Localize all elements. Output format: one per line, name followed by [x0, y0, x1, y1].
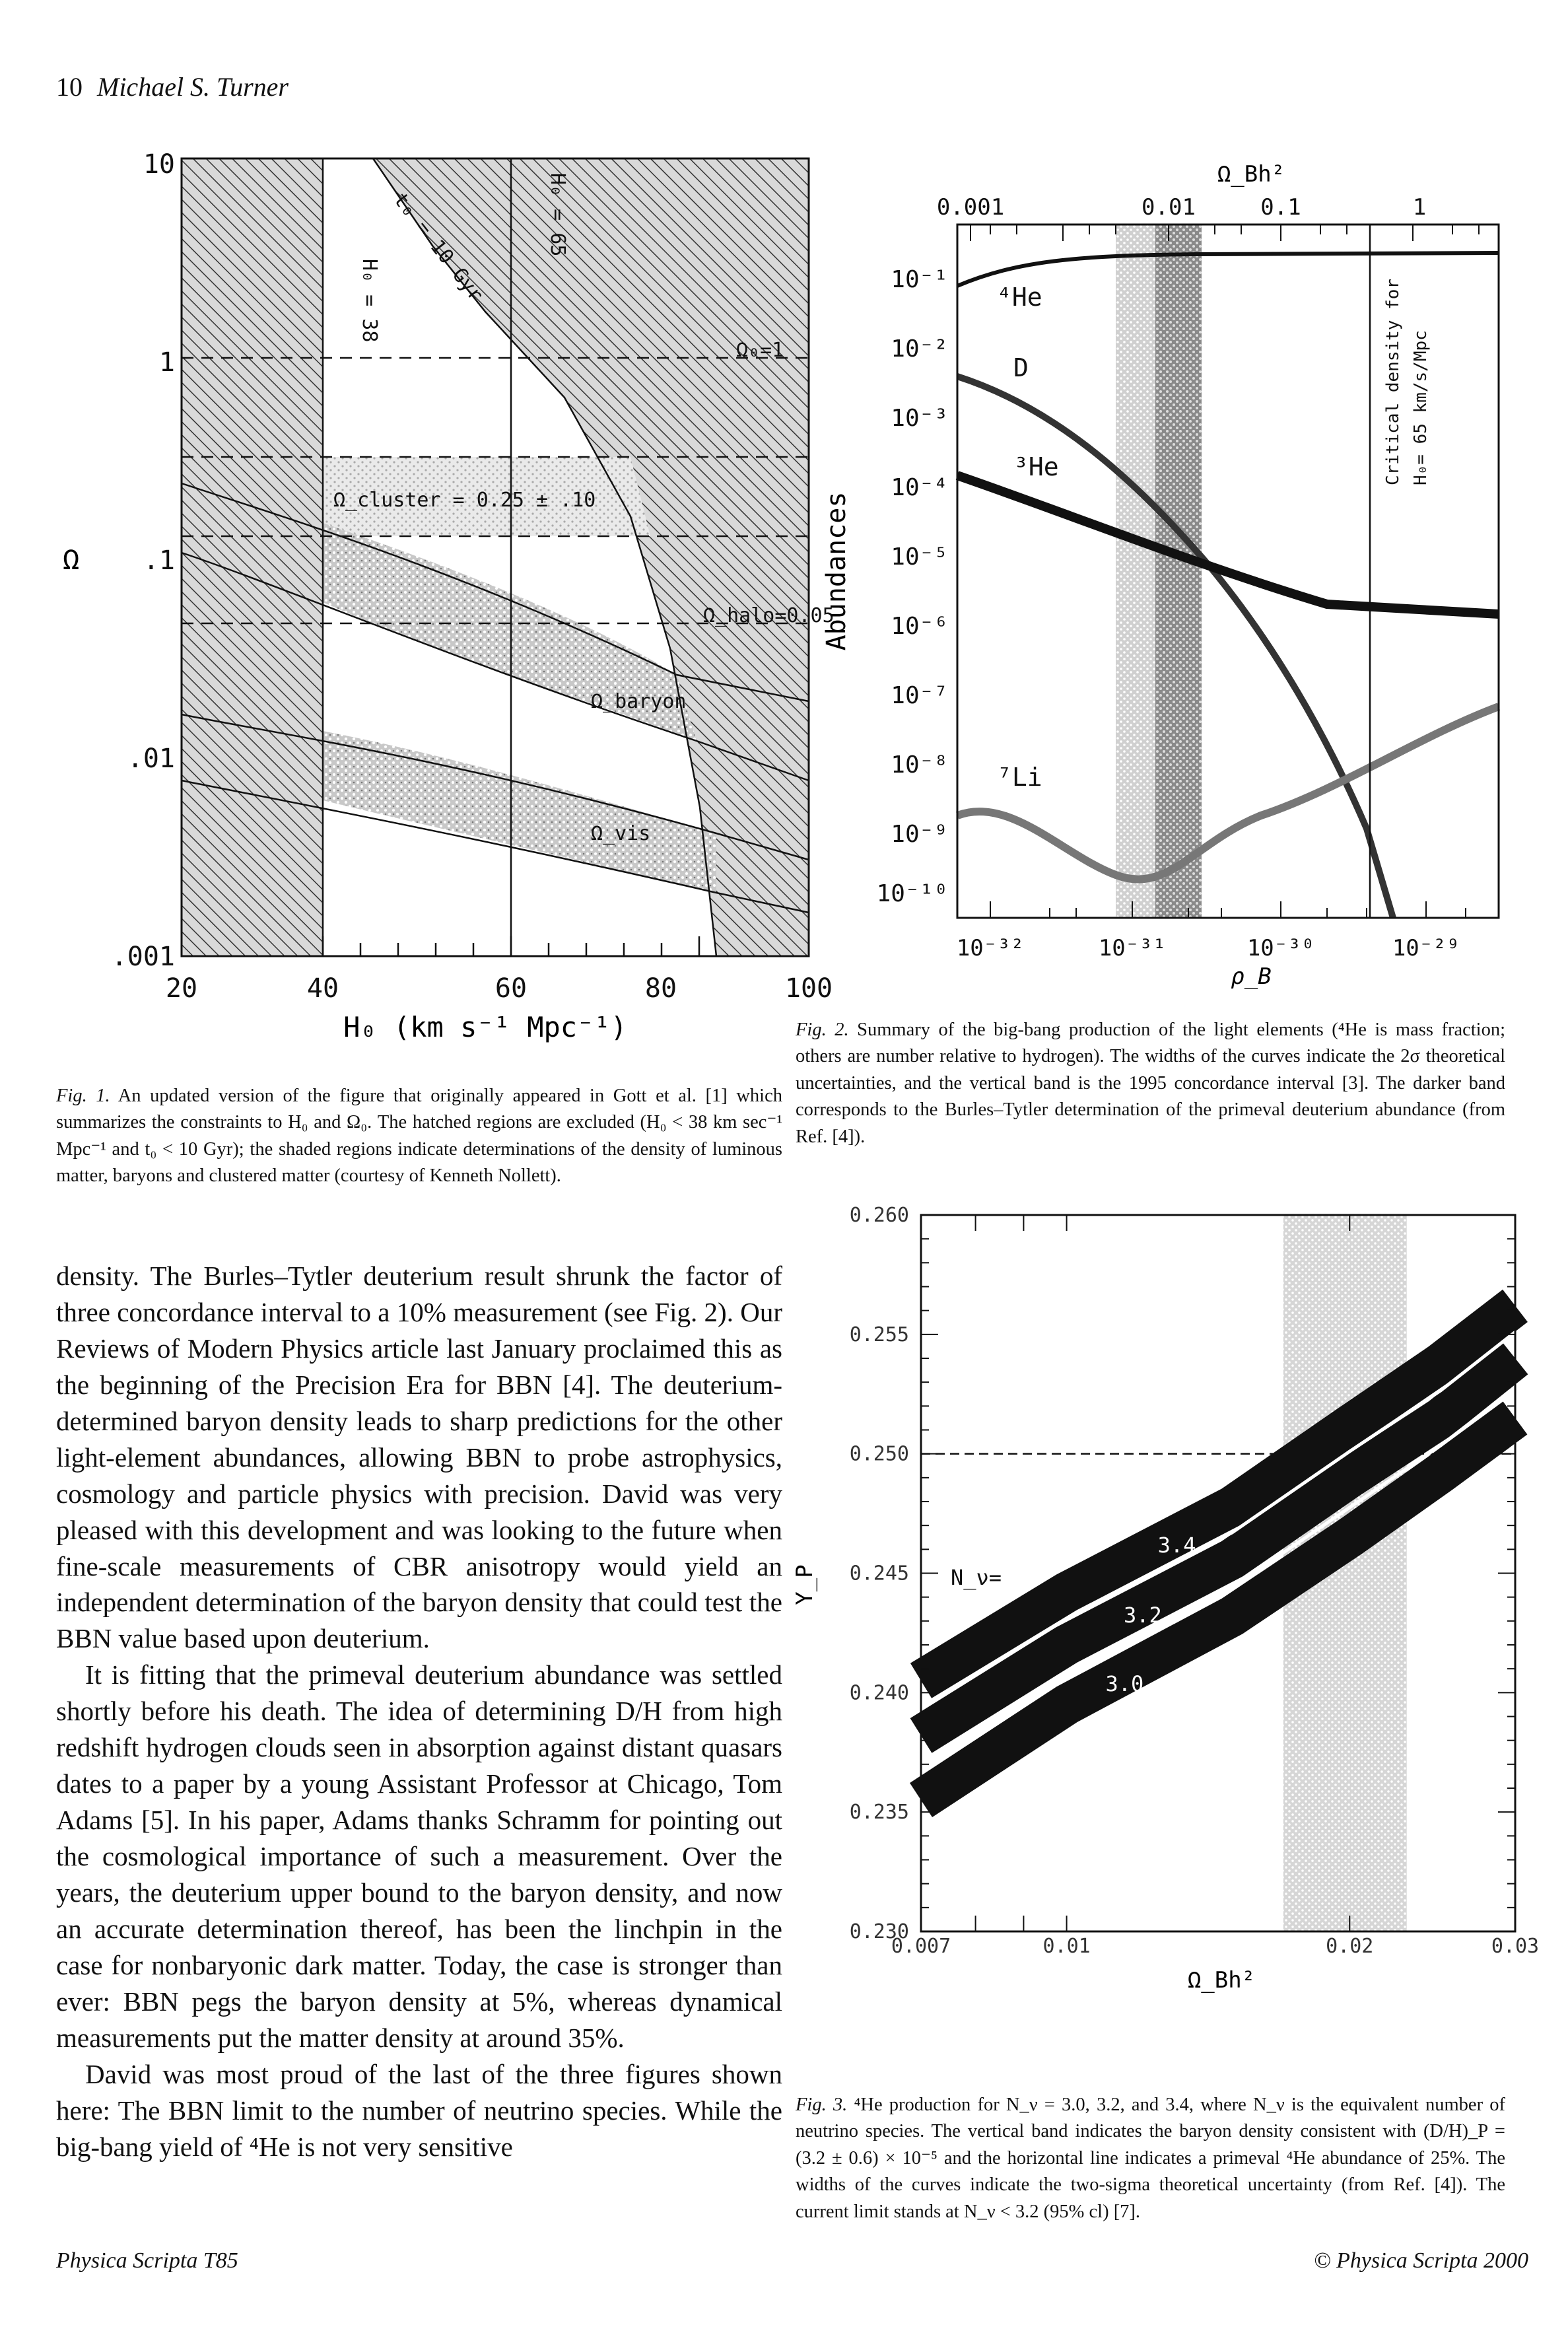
fig1-y-tick: .1	[143, 545, 175, 576]
fig2-vline-label-1: Critical density for	[1383, 278, 1403, 485]
fig3-y-tick: 0.230	[849, 1920, 909, 1943]
fig2-y-tick: 10⁻³	[891, 405, 948, 432]
fig1-label-halo: Ω_halo=0.05	[703, 604, 835, 627]
body-text-column	[56, 1258, 782, 2165]
figure-1-caption	[56, 1083, 782, 1190]
fig3-x-tick: 0.03	[1491, 1935, 1540, 1958]
fig2-y-tick: 10⁻¹	[891, 266, 948, 293]
fig1-y-axis-label: Ω	[63, 543, 80, 576]
fig2-y-tick: 10⁻⁷	[891, 682, 948, 709]
fig2-top-tick: 1	[1412, 194, 1427, 221]
fig3-x-axis-label: Ω_Bh²	[1187, 1967, 1256, 1994]
fig3-series-3.2	[921, 1358, 1515, 1735]
figure-3-caption-text: ⁴He production for N_ν = 3.0, 3.2, and 3.4, where N_ν is the equivalent number of neutrino species. The vertical band indicates the baryon density consistent with (D/H)_P = (3.2 ± 0.6) × 10⁻⁵ and the horizontal line indicates a primeval ⁴He abundance of 25%. The widths of the curves indicate the two-sigma theoretical uncertainty (from Ref. [4]). The current limit stands at N_ν < 3.2 (95% cl) [7].	[796, 2095, 1505, 2222]
figure-1-caption-text: An updated version of the figure that originally appeared in Gott et al. [1] which summarizes the constraints to H₀ and Ω₀. The hatched regions are excluded (H₀ < 38 km sec⁻¹ Mpc⁻¹ and t₀ < 10 Gyr); the shaded regions indicate determinations of the density of luminous matter, baryons and clustered matter (courtesy of Kenneth Nollett).	[56, 1086, 782, 1187]
fig2-y-tick: 10⁻⁸	[891, 751, 948, 779]
fig3-y-axis-label: Y_P	[792, 1564, 818, 1605]
fig1-label-cluster: Ω_cluster = 0.25 ± .10	[333, 489, 596, 512]
fig1-y-tick: 10	[143, 149, 175, 180]
fig3-y-tick: 0.260	[849, 1204, 909, 1227]
fig2-vline-label-2: H₀= 65 km/s/Mpc	[1411, 330, 1431, 485]
fig2-top-tick: 0.1	[1260, 194, 1301, 221]
fig2-y-tick: 10⁻⁶	[891, 613, 948, 640]
figure-3-caption-label: Fig. 3.	[796, 2095, 848, 2115]
fig3-x-tick: 0.02	[1326, 1935, 1374, 1958]
fig1-x-tick: 40	[306, 973, 339, 1004]
fig1-label-h0-38: H₀ = 38	[358, 259, 381, 343]
fig2-y-axis-label: Abundances	[821, 491, 852, 651]
fig3-legend-prefix: N_ν=	[951, 1565, 1002, 1590]
fig1-x-tick: 60	[494, 973, 528, 1004]
figure-2-caption	[796, 1017, 1505, 1150]
fig1-label-baryon: Ω_baryon	[591, 690, 687, 713]
fig2-y-tick: 10⁻⁹	[891, 821, 948, 848]
author-name: Michael S. Turner	[97, 72, 289, 102]
figure-2-caption-text: Summary of the big-bang production of the light elements (⁴He is mass fraction; others are number relative to hydrogen). The widths of the curves indicate the 2σ theoretical uncertainties, and the vertical band is the 1995 concordance interval [3]. The darker band corresponds to the Burles–Tytler determination of the primeval deuterium abundance (from Ref. [4]).	[796, 1020, 1505, 1147]
footer-journal: Physica Scripta T85	[56, 2248, 238, 2273]
fig2-x-tick: 10⁻³²	[956, 935, 1025, 961]
fig1-label-t0: t₀ = 10 Gyr	[388, 188, 488, 306]
figure-2	[799, 142, 1532, 1014]
fig3-y-tick: 0.255	[849, 1323, 909, 1346]
fig1-label-h0-65: H₀ = 65	[546, 173, 569, 257]
fig1-label-vis: Ω_vis	[591, 822, 651, 845]
fig2-burles-tytler-band	[1155, 225, 1202, 918]
figure-3-caption	[796, 2092, 1505, 2225]
fig2-label-li7: ⁷Li	[997, 763, 1042, 792]
fig3-series-label: 3.4	[1157, 1532, 1196, 1558]
fig3-series-label: 3.0	[1105, 1671, 1144, 1696]
fig1-x-tick: 20	[165, 973, 198, 1004]
fig2-y-tick: 10⁻¹⁰	[876, 880, 948, 907]
fig2-x-axis-label: ρ_B	[1231, 963, 1272, 990]
fig2-y-tick: 10⁻⁵	[891, 543, 948, 571]
fig2-label-he4: ⁴He	[997, 283, 1042, 312]
running-head	[56, 71, 289, 102]
fig3-x-tick: 0.01	[1042, 1935, 1091, 1958]
fig2-x-tick: 10⁻³⁰	[1246, 935, 1315, 961]
fig3-x-tick: 0.007	[891, 1935, 951, 1958]
fig1-y-tick: .01	[127, 744, 175, 774]
fig2-top-tick: 0.001	[936, 194, 1005, 221]
fig1-x-axis-label: H₀ (km s⁻¹ Mpc⁻¹)	[343, 1011, 627, 1043]
fig3-y-tick: 0.245	[849, 1562, 909, 1585]
fig2-top-axis-label: Ω_Bh²	[1217, 161, 1285, 188]
fig3-y-tick: 0.250	[849, 1442, 909, 1466]
fig1-label-omega0: Ω₀=1	[736, 339, 784, 362]
fig1-x-tick: 80	[644, 973, 677, 1004]
fig2-x-tick: 10⁻³¹	[1098, 935, 1167, 961]
fig1-y-tick: 1	[158, 347, 175, 378]
figure-2-caption-label: Fig. 2.	[796, 1020, 849, 1040]
figure-3	[766, 1195, 1538, 2080]
fig2-x-tick: 10⁻²⁹	[1392, 935, 1460, 961]
fig1-y-tick: .001	[111, 942, 175, 972]
body-paragraph: density. The Burles–Tytler deuterium result shrunk the factor of three concordance interval to a 10% measurement (see Fig. 2). Our Reviews of Modern Physics article last January proclaimed this as the beginning of the Precision Era for BBN [4]. The deuterium-determined baryon density leads to sharp predictions for the other light-element abundances, allowing BBN to probe astrophysics, cosmology and particle physics with precision. David was very pleased with this development and was looking to the future when fine-scale measurements of CBR anisotropy would yield an independent determination of the baryon density that could test the BBN value based upon deuterium.	[56, 1261, 782, 1654]
footer-copyright: © Physica Scripta 2000	[1313, 2248, 1528, 2273]
body-paragraph: It is fitting that the primeval deuterium abundance was settled shortly before his death. The idea of determining D/H from high redshift hydrogen clouds seen in absorption against distant quasars dates to a paper by a young Assistant Professor at Chicago, Tom Adams [5]. In his paper, Adams thanks Schramm for pointing out the cosmological importance of such a measurement. Over the years, the deuterium upper bound to the baryon density, and now an accurate determination thereof, has been the linchpin in the case for nonbaryonic dark matter. Today, the case is stronger than ever: BBN pegs the baryon density at 5%, whereas dynamical measurements put the matter density at around 35%.	[56, 1659, 782, 2053]
fig2-top-tick: 0.01	[1142, 194, 1196, 221]
body-paragraph: David was most proud of the last of the three figures shown here: The BBN limit to the number of neutrino species. While the big-bang yield of ⁴He is not very sensitive	[56, 2058, 782, 2162]
figure-1-caption-label: Fig. 1.	[56, 1086, 110, 1106]
fig3-y-tick: 0.235	[849, 1801, 909, 1824]
fig1-x-tick: 100	[784, 973, 833, 1004]
fig3-series-label: 3.2	[1124, 1603, 1162, 1628]
fig2-y-tick: 10⁻⁴	[891, 474, 948, 501]
fig2-label-he3: ³He	[1013, 452, 1059, 481]
fig3-y-tick: 0.240	[849, 1681, 909, 1705]
page-number: 10	[56, 72, 83, 102]
fig2-label-d: D	[1013, 353, 1029, 382]
fig2-y-tick: 10⁻²	[891, 335, 948, 363]
